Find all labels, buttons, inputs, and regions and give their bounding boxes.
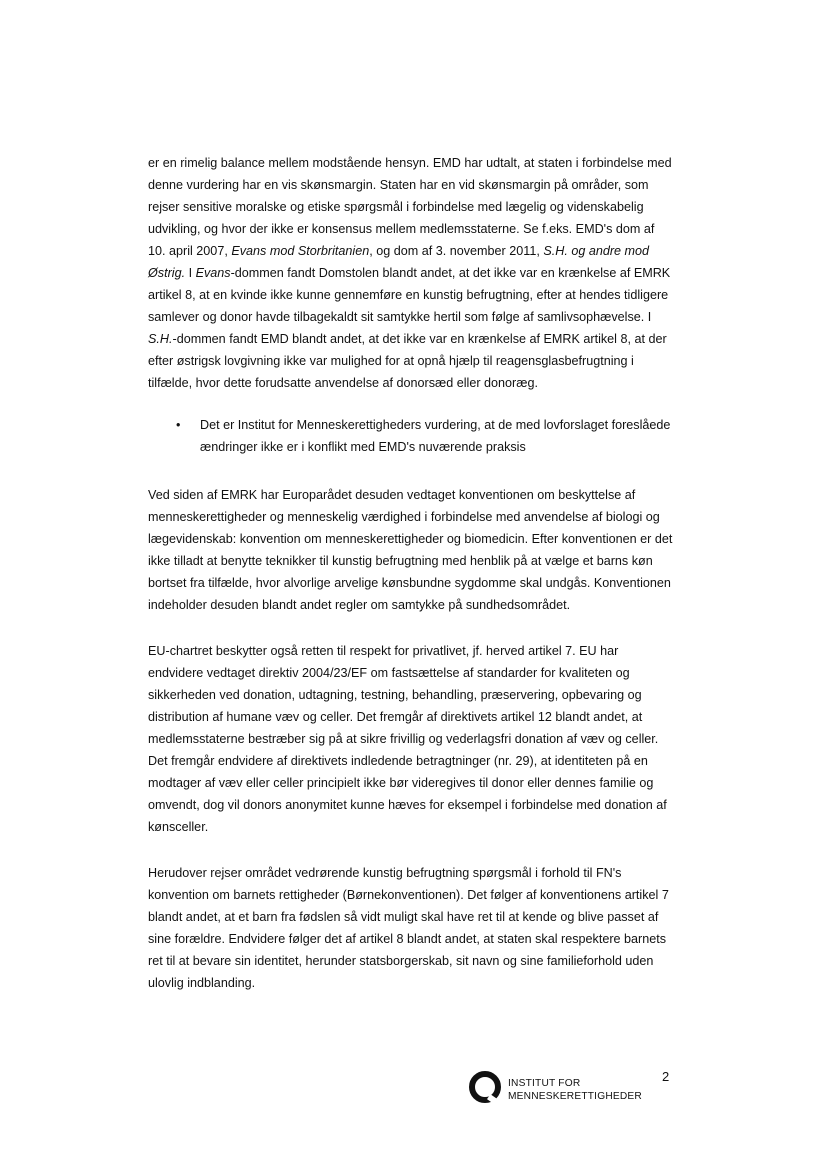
institute-ring-logo-icon — [468, 1070, 502, 1104]
page-footer — [468, 1069, 678, 1109]
document-body — [148, 152, 673, 1018]
institute-name-line2: MENNESKERETTIGHEDER — [508, 1091, 642, 1102]
bullet-icon: • — [176, 418, 181, 432]
institute-name-line1: INSTITUT FOR — [508, 1078, 581, 1089]
text-run: -dommen fandt EMD blandt andet, at det ikke var en krænkelse af EMRK artikel 8, at der efter østrigsk lovgivning ikke var mulighed for at opnå hjælp til reagensglasbefrugtning i tilfælde, hvor dette forudsatte anvendelse af donorsæd eller donoræg. — [148, 332, 667, 390]
bullet-item-assessment — [170, 414, 673, 458]
bullet-text: Det er Institut for Menneskerettigheders vurdering, at de med lovforslaget foreslåede ændringer ikke er i konflikt med EMD's nuværende praksis — [200, 418, 671, 454]
case-name-evans: Evans mod Storbritanien — [231, 244, 370, 258]
paragraph-echr-case-law — [148, 152, 673, 394]
text-run: -dommen fandt Domstolen blandt andet, at det ikke var en krænkelse af EMRK artikel 8, at en kvinde ikke kunne gennemføre en kunstig befrugtning, efter at hendes tidligere samlever og donor havde tilbagekaldt sit samtykke hertil som følge af samlivsophævelse. I — [148, 266, 671, 324]
institute-name — [508, 1077, 642, 1103]
case-ref-sh: S.H. — [148, 332, 173, 346]
case-name-sh: S.H. og andre mod Østrig. — [148, 244, 650, 280]
page-number: 2 — [662, 1069, 670, 1084]
case-ref-evans: Evans — [195, 266, 231, 280]
paragraph-un-child-convention: Herudover rejser området vedrørende kunstig befrugtning spørgsmål i forhold til FN's konvention om barnets rettigheder (Børnekonventionen). Det følger af konventionens artikel 7 blandt andet, at et barn fra fødslen så vidt muligt skal have ret til at kende og blive passet af sine forældre. Endvidere følger det af artikel 8 blandt andet, at staten skal respektere barnets ret til at bevare sin identitet, herunder statsborgerskab, sit navn og sine familieforhold uden ulovlig indblanding. — [148, 866, 669, 990]
paragraph-biomedicine-convention: Ved siden af EMRK har Europarådet desuden vedtaget konventionen om beskyttelse af menneskerettigheder og menneskelig værdighed i forbindelse med anvendelse af biologi og lægevidenskab: konvention om menneskerettigheder og biomedicin. Efter konventionen er det ikke tilladt at benytte teknikker til kunstig befrugtning med henblik på at vælge et barns køn bortset fra tilfælde, hvor alvorlige arvelige kønsbundne sygdomme skal undgås. Konventionen indeholder desuden blandt andet regler om samtykke på sundhedsområdet. — [148, 488, 673, 612]
text-run: I — [185, 266, 196, 280]
paragraph-eu-charter: EU-chartret beskytter også retten til respekt for privatlivet, jf. herved artikel 7. EU har endvidere vedtaget direktiv 2004/23/EF om fastsættelse af standarder for kvaliteten og sikkerheden ved donation, udtagning, testning, behandling, præservering, opbevaring og distribution af humane væv og celler. Det fremgår af direktivets artikel 12 blandt andet, at medlemsstaterne bestræber sig på at sikre frivillig og vederlagsfri donation af væv og celler. Det fremgår endvidere af direktivets indledende betragtninger (nr. 29), at identiteten på en modtager af væv eller celler principielt ikke bør videregives til donor eller dennes familie og omvendt, dog vil donors anonymitet kunne hæves for eksempel i forbindelse med donation af kønsceller. — [148, 644, 667, 834]
text-run: , og dom af 3. november 2011, — [369, 244, 544, 258]
text-run: er en rimelig balance mellem modstående hensyn. EMD har udtalt, at staten i forbindelse med denne vurdering har en vis skønsmargin. Staten har en vid skønsmargin på områder, som rejser sensitive moralske og etiske spørgsmål i forbindelse med lægelig og videnskabelig udvikling, og hvor der ikke er konsensus mellem medlemsstaterne. Se f.eks. EMD's dom af 10. april 2007, — [148, 156, 672, 258]
